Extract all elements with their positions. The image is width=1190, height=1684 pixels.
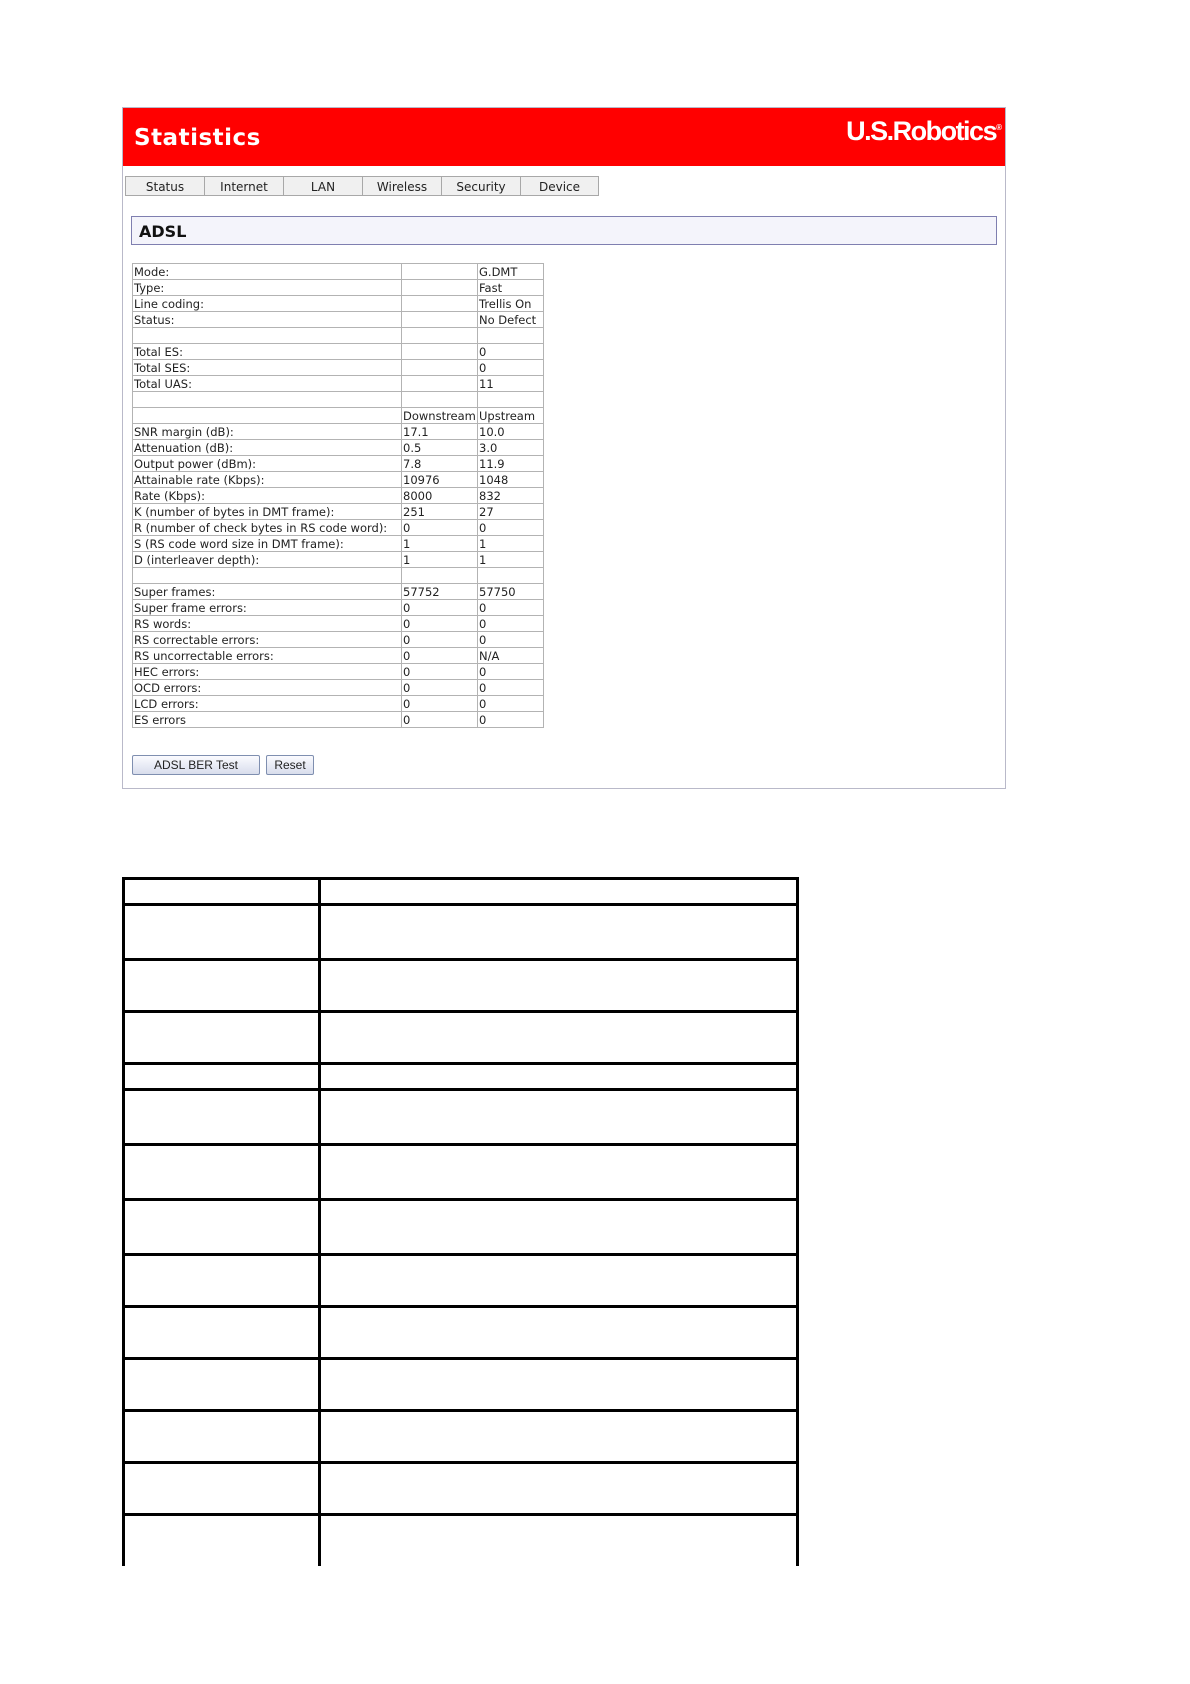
row-label: Mode:	[133, 264, 402, 280]
upstream-value: G.DMT	[478, 264, 544, 280]
row-label: Total ES:	[133, 344, 402, 360]
statistics-window	[122, 107, 1006, 789]
upstream-value: 11.9	[478, 456, 544, 472]
upstream-value	[478, 328, 544, 344]
table-row	[133, 600, 544, 616]
downstream-value: 0	[402, 616, 478, 632]
upstream-value: N/A	[478, 648, 544, 664]
table-row-line	[122, 958, 799, 961]
downstream-value	[402, 344, 478, 360]
description-table	[122, 877, 799, 1566]
row-label: Total UAS:	[133, 376, 402, 392]
tab-wireless[interactable]: Wireless	[362, 176, 441, 196]
table-row	[133, 408, 544, 424]
table-row	[133, 488, 544, 504]
upstream-value: 10.0	[478, 424, 544, 440]
downstream-value: 7.8	[402, 456, 478, 472]
table-row	[133, 696, 544, 712]
row-label: Status:	[133, 312, 402, 328]
table-row-line	[122, 1010, 799, 1013]
table-row-line	[122, 1198, 799, 1201]
tab-bar	[125, 176, 599, 196]
adsl-statistics-table	[132, 263, 544, 728]
section-title: ADSL	[139, 222, 187, 241]
upstream-value: 0	[478, 344, 544, 360]
row-label: Rate (Kbps):	[133, 488, 402, 504]
downstream-value: 0	[402, 648, 478, 664]
tab-device[interactable]: Device	[520, 176, 599, 196]
row-label: RS correctable errors:	[133, 632, 402, 648]
upstream-value: 1	[478, 552, 544, 568]
row-label: Line coding:	[133, 296, 402, 312]
upstream-value: 0	[478, 520, 544, 536]
table-row	[133, 344, 544, 360]
downstream-value: 0	[402, 712, 478, 728]
upstream-value: Fast	[478, 280, 544, 296]
table-row-line	[122, 1062, 799, 1065]
row-label	[133, 568, 402, 584]
downstream-value: 0.5	[402, 440, 478, 456]
row-label: RS words:	[133, 616, 402, 632]
row-label: LCD errors:	[133, 696, 402, 712]
upstream-value: 27	[478, 504, 544, 520]
upstream-value: 57750	[478, 584, 544, 600]
downstream-value	[402, 392, 478, 408]
reset-button[interactable]: Reset	[266, 755, 314, 775]
table-row-line	[122, 1305, 799, 1308]
upstream-value: 0	[478, 360, 544, 376]
downstream-value: 10976	[402, 472, 478, 488]
row-label: Super frames:	[133, 584, 402, 600]
table-row	[133, 392, 544, 408]
table-row	[133, 584, 544, 600]
table-row	[133, 648, 544, 664]
row-label	[133, 392, 402, 408]
table-row	[133, 328, 544, 344]
table-row	[133, 456, 544, 472]
downstream-value: 0	[402, 632, 478, 648]
downstream-value	[402, 360, 478, 376]
table-row	[133, 376, 544, 392]
table-row-line	[122, 903, 799, 906]
upstream-value: 0	[478, 616, 544, 632]
tab-status[interactable]: Status	[125, 176, 204, 196]
row-label: Attainable rate (Kbps):	[133, 472, 402, 488]
tab-internet[interactable]: Internet	[204, 176, 283, 196]
downstream-value	[402, 328, 478, 344]
upstream-value: 1	[478, 536, 544, 552]
upstream-value: 0	[478, 632, 544, 648]
table-row	[133, 280, 544, 296]
upstream-value: 0	[478, 664, 544, 680]
table-row	[133, 536, 544, 552]
upstream-value: Trellis On	[478, 296, 544, 312]
downstream-value	[402, 280, 478, 296]
table-row-line	[122, 1409, 799, 1412]
table-row	[133, 264, 544, 280]
row-label: R (number of check bytes in RS code word):	[133, 520, 402, 536]
table-row-line	[122, 1513, 799, 1516]
table-row	[133, 680, 544, 696]
table-row	[133, 664, 544, 680]
table-row	[133, 632, 544, 648]
page-title: Statistics	[134, 125, 261, 151]
row-label: S (RS code word size in DMT frame):	[133, 536, 402, 552]
table-row	[133, 312, 544, 328]
downstream-value: 0	[402, 600, 478, 616]
upstream-value: 1048	[478, 472, 544, 488]
row-label: OCD errors:	[133, 680, 402, 696]
upstream-value: 3.0	[478, 440, 544, 456]
header-bar	[123, 108, 1005, 166]
downstream-value: 57752	[402, 584, 478, 600]
row-label	[133, 328, 402, 344]
row-label: Total SES:	[133, 360, 402, 376]
table-row	[133, 296, 544, 312]
table-row	[133, 440, 544, 456]
row-label: Output power (dBm):	[133, 456, 402, 472]
downstream-value: 1	[402, 536, 478, 552]
downstream-value: 0	[402, 696, 478, 712]
upstream-value: 0	[478, 680, 544, 696]
row-label: K (number of bytes in DMT frame):	[133, 504, 402, 520]
upstream-value	[478, 568, 544, 584]
row-label: Attenuation (dB):	[133, 440, 402, 456]
row-label: Type:	[133, 280, 402, 296]
downstream-value: 251	[402, 504, 478, 520]
table-row	[133, 712, 544, 728]
table-row	[133, 504, 544, 520]
upstream-value: 0	[478, 600, 544, 616]
adsl-ber-test-button[interactable]: ADSL BER Test	[132, 755, 260, 775]
table-row	[133, 568, 544, 584]
downstream-value: Downstream	[403, 408, 476, 423]
usrobotics-logo	[846, 116, 1002, 147]
downstream-value: 0	[402, 664, 478, 680]
row-label: RS uncorrectable errors:	[133, 648, 402, 664]
row-label: D (interleaver depth):	[133, 552, 402, 568]
upstream-value: 0	[478, 696, 544, 712]
table-row-line	[122, 1357, 799, 1360]
table-row-line	[122, 1088, 799, 1091]
row-label: HEC errors:	[133, 664, 402, 680]
downstream-value: 1	[402, 552, 478, 568]
table-row	[133, 360, 544, 376]
table-row	[133, 472, 544, 488]
logo-mark: ®	[996, 123, 1002, 132]
downstream-value	[402, 296, 478, 312]
table-row-line	[122, 1253, 799, 1256]
row-label	[133, 408, 402, 424]
downstream-value: 0	[402, 680, 478, 696]
logo-text: U.S.Robotics	[846, 116, 997, 146]
row-label: Super frame errors:	[133, 600, 402, 616]
table-row-line	[122, 1461, 799, 1464]
table-row	[133, 552, 544, 568]
downstream-value	[402, 568, 478, 584]
table-row-line	[122, 1143, 799, 1146]
upstream-value: 11	[478, 376, 544, 392]
table-row	[133, 520, 544, 536]
downstream-value: 17.1	[402, 424, 478, 440]
upstream-value: 0	[478, 712, 544, 728]
table-row	[133, 424, 544, 440]
section-header	[131, 216, 997, 245]
downstream-value: 8000	[402, 488, 478, 504]
row-label: SNR margin (dB):	[133, 424, 402, 440]
upstream-value	[478, 392, 544, 408]
tab-lan[interactable]: LAN	[283, 176, 362, 196]
downstream-value: 0	[402, 520, 478, 536]
tab-security[interactable]: Security	[441, 176, 520, 196]
table-row	[133, 616, 544, 632]
upstream-value: No Defect	[478, 312, 544, 328]
downstream-value	[402, 376, 478, 392]
downstream-value	[402, 264, 478, 280]
upstream-value: 832	[478, 488, 544, 504]
table-row-line	[122, 877, 799, 880]
downstream-value	[402, 312, 478, 328]
row-label: ES errors	[133, 712, 402, 728]
upstream-value: Upstream	[478, 408, 544, 424]
